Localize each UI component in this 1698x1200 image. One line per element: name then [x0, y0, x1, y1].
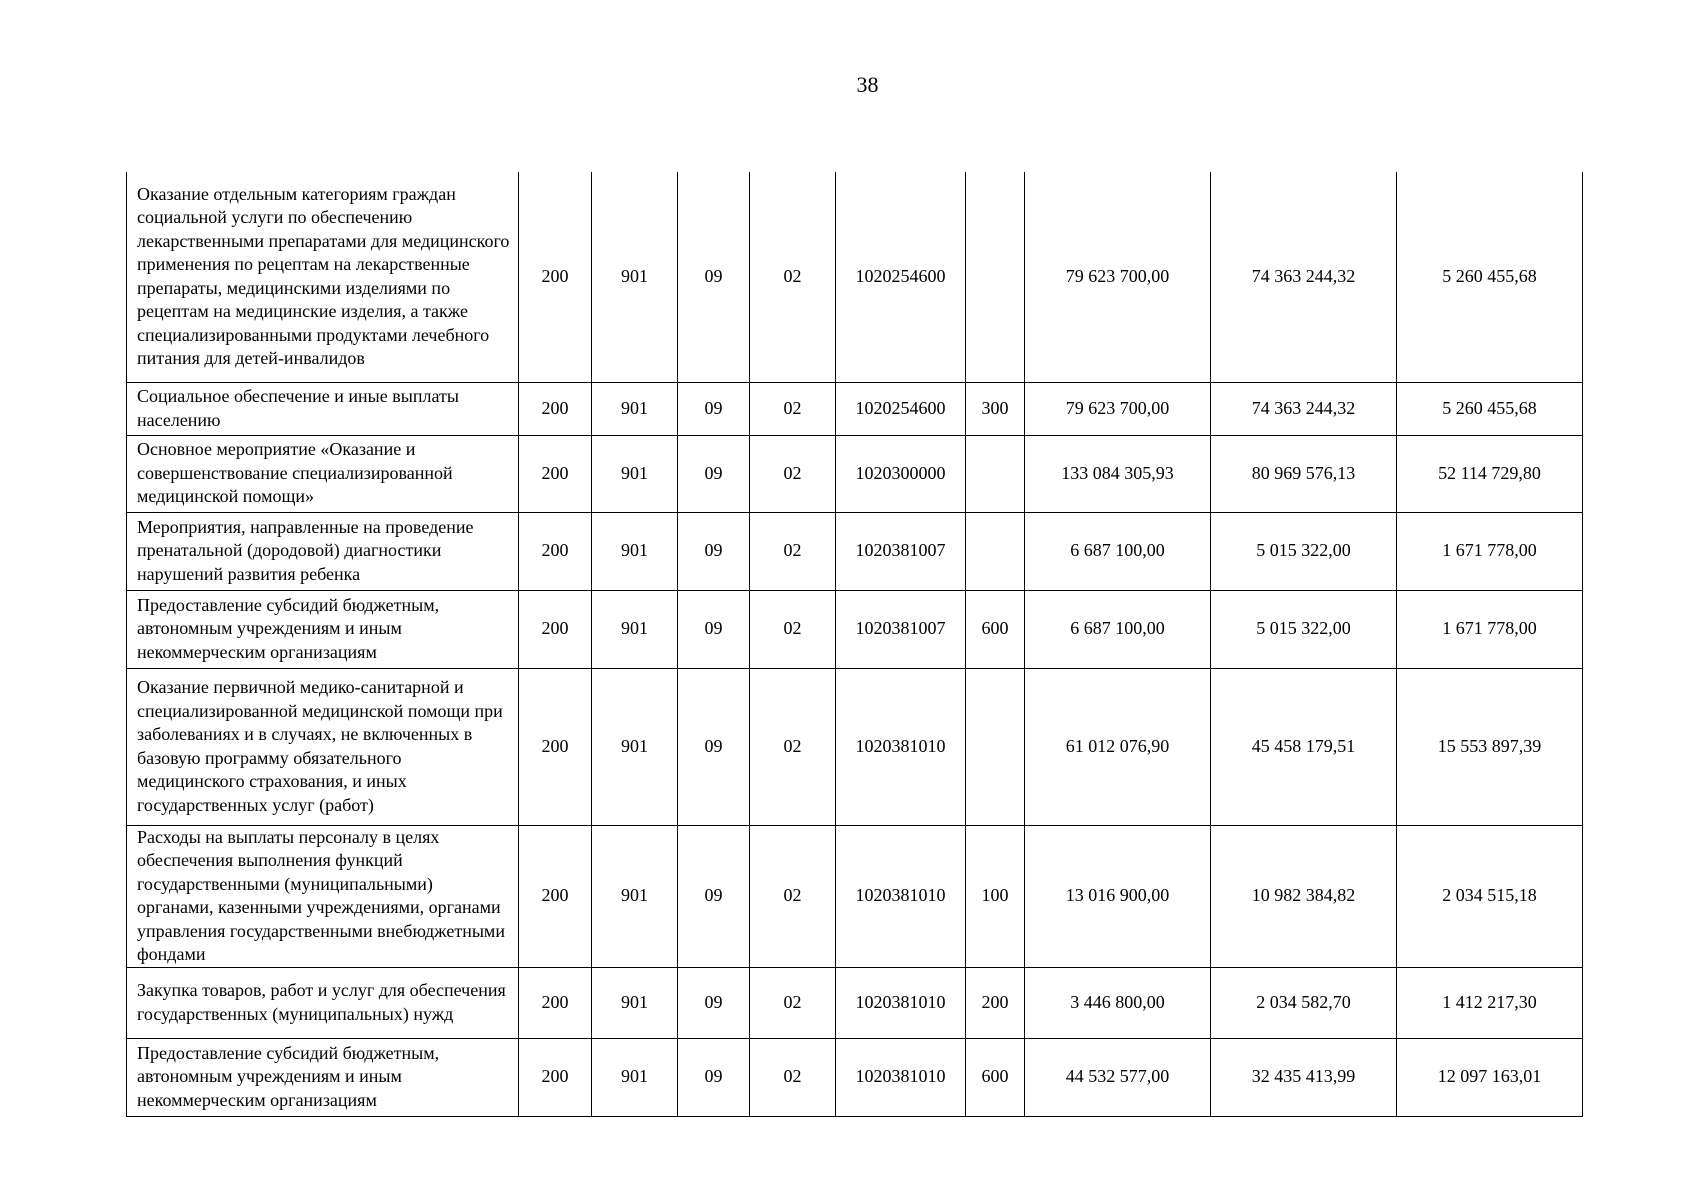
cell-expense-type: 100	[966, 825, 1025, 967]
row-name: Мероприятия, направленные на проведение пренатальной (дородовой) диагностики нарушений развития ребенка	[127, 512, 519, 590]
cell-code-3: 09	[678, 825, 750, 967]
cell-code-1: 200	[519, 590, 592, 668]
cell-amount-2: 74 363 244,32	[1211, 382, 1397, 435]
cell-amount-2: 45 458 179,51	[1211, 668, 1397, 825]
cell-amount-3: 12 097 163,01	[1397, 1038, 1583, 1116]
cell-amount-3: 5 260 455,68	[1397, 172, 1583, 382]
cell-expense-type	[966, 435, 1025, 512]
cell-amount-2: 80 969 576,13	[1211, 435, 1397, 512]
row-name: Расходы на выплаты персоналу в целях обеспечения выполнения функций государственными (муниципальными) органами, казенными учреждениями, органами управления государственными внебюджетными фондами	[127, 825, 519, 967]
cell-amount-1: 3 446 800,00	[1025, 967, 1211, 1038]
cell-amount-2: 10 982 384,82	[1211, 825, 1397, 967]
cell-target-article: 1020381010	[836, 668, 966, 825]
cell-code-1: 200	[519, 382, 592, 435]
row-name: Социальное обеспечение и иные выплаты населению	[127, 382, 519, 435]
cell-target-article: 1020381010	[836, 1038, 966, 1116]
cell-amount-1: 79 623 700,00	[1025, 172, 1211, 382]
cell-code-3: 09	[678, 590, 750, 668]
cell-code-4: 02	[750, 382, 836, 435]
table-row	[127, 512, 1583, 590]
cell-code-4: 02	[750, 590, 836, 668]
cell-amount-3: 15 553 897,39	[1397, 668, 1583, 825]
budget-table	[126, 172, 1583, 1117]
row-name: Оказание отдельным категориям граждан социальной услуги по обеспечению лекарственными препаратами для медицинского применения по рецептам на лекарственные препараты, медицинскими изделиями по рецептам на медицинские изделия, а также специализированными продуктами лечебного питания для детей-инвалидов	[127, 172, 519, 382]
page-number: 38	[856, 72, 879, 97]
cell-code-2: 901	[592, 172, 678, 382]
cell-amount-3: 52 114 729,80	[1397, 435, 1583, 512]
cell-amount-1: 61 012 076,90	[1025, 668, 1211, 825]
cell-target-article: 1020254600	[836, 382, 966, 435]
cell-code-3: 09	[678, 382, 750, 435]
cell-code-2: 901	[592, 435, 678, 512]
cell-target-article: 1020381010	[836, 825, 966, 967]
cell-amount-2: 5 015 322,00	[1211, 590, 1397, 668]
cell-code-2: 901	[592, 825, 678, 967]
cell-code-2: 901	[592, 382, 678, 435]
cell-code-1: 200	[519, 512, 592, 590]
cell-amount-2: 32 435 413,99	[1211, 1038, 1397, 1116]
table-row	[127, 172, 1583, 382]
cell-amount-2: 5 015 322,00	[1211, 512, 1397, 590]
row-name: Оказание первичной медико-санитарной и специализированной медицинской помощи при заболеваниях и в случаях, не включенных в базовую программу обязательного медицинского страхования, и иных государственных услуг (работ)	[127, 668, 519, 825]
cell-amount-1: 6 687 100,00	[1025, 590, 1211, 668]
cell-code-3: 09	[678, 967, 750, 1038]
cell-expense-type: 600	[966, 590, 1025, 668]
cell-target-article: 1020381007	[836, 512, 966, 590]
table-row	[127, 435, 1583, 512]
cell-code-4: 02	[750, 668, 836, 825]
cell-expense-type: 300	[966, 382, 1025, 435]
cell-code-1: 200	[519, 435, 592, 512]
cell-amount-3: 1 671 778,00	[1397, 590, 1583, 668]
cell-expense-type: 600	[966, 1038, 1025, 1116]
cell-code-4: 02	[750, 825, 836, 967]
cell-code-2: 901	[592, 668, 678, 825]
cell-amount-3: 5 260 455,68	[1397, 382, 1583, 435]
cell-amount-3: 1 412 217,30	[1397, 967, 1583, 1038]
cell-code-3: 09	[678, 668, 750, 825]
row-name: Закупка товаров, работ и услуг для обеспечения государственных (муниципальных) нужд	[127, 967, 519, 1038]
cell-expense-type	[966, 668, 1025, 825]
cell-code-4: 02	[750, 967, 836, 1038]
cell-expense-type	[966, 512, 1025, 590]
cell-amount-1: 6 687 100,00	[1025, 512, 1211, 590]
row-name: Предоставление субсидий бюджетным, автономным учреждениям и иным некоммерческим организациям	[127, 590, 519, 668]
cell-code-4: 02	[750, 435, 836, 512]
table-row	[127, 1038, 1583, 1116]
cell-code-3: 09	[678, 1038, 750, 1116]
cell-amount-3: 1 671 778,00	[1397, 512, 1583, 590]
table-row	[127, 668, 1583, 825]
cell-amount-2: 2 034 582,70	[1211, 967, 1397, 1038]
cell-code-4: 02	[750, 172, 836, 382]
row-name: Основное мероприятие «Оказание и совершенствование специализированной медицинской помощи»	[127, 435, 519, 512]
cell-code-4: 02	[750, 1038, 836, 1116]
cell-amount-1: 13 016 900,00	[1025, 825, 1211, 967]
cell-amount-1: 133 084 305,93	[1025, 435, 1211, 512]
cell-amount-3: 2 034 515,18	[1397, 825, 1583, 967]
cell-target-article: 1020381007	[836, 590, 966, 668]
cell-target-article: 1020300000	[836, 435, 966, 512]
cell-code-2: 901	[592, 967, 678, 1038]
cell-code-3: 09	[678, 435, 750, 512]
cell-code-2: 901	[592, 590, 678, 668]
cell-expense-type: 200	[966, 967, 1025, 1038]
cell-code-3: 09	[678, 512, 750, 590]
cell-code-1: 200	[519, 825, 592, 967]
cell-code-1: 200	[519, 967, 592, 1038]
cell-expense-type	[966, 172, 1025, 382]
cell-target-article: 1020254600	[836, 172, 966, 382]
table-row	[127, 382, 1583, 435]
cell-code-2: 901	[592, 512, 678, 590]
table-row	[127, 590, 1583, 668]
cell-code-1: 200	[519, 668, 592, 825]
cell-amount-1: 44 532 577,00	[1025, 1038, 1211, 1116]
row-name: Предоставление субсидий бюджетным, автономным учреждениям и иным некоммерческим организациям	[127, 1038, 519, 1116]
table-row	[127, 825, 1583, 967]
cell-target-article: 1020381010	[836, 967, 966, 1038]
cell-code-2: 901	[592, 1038, 678, 1116]
cell-code-3: 09	[678, 172, 750, 382]
cell-amount-1: 79 623 700,00	[1025, 382, 1211, 435]
table-row	[127, 967, 1583, 1038]
cell-code-4: 02	[750, 512, 836, 590]
cell-code-1: 200	[519, 172, 592, 382]
cell-amount-2: 74 363 244,32	[1211, 172, 1397, 382]
cell-code-1: 200	[519, 1038, 592, 1116]
